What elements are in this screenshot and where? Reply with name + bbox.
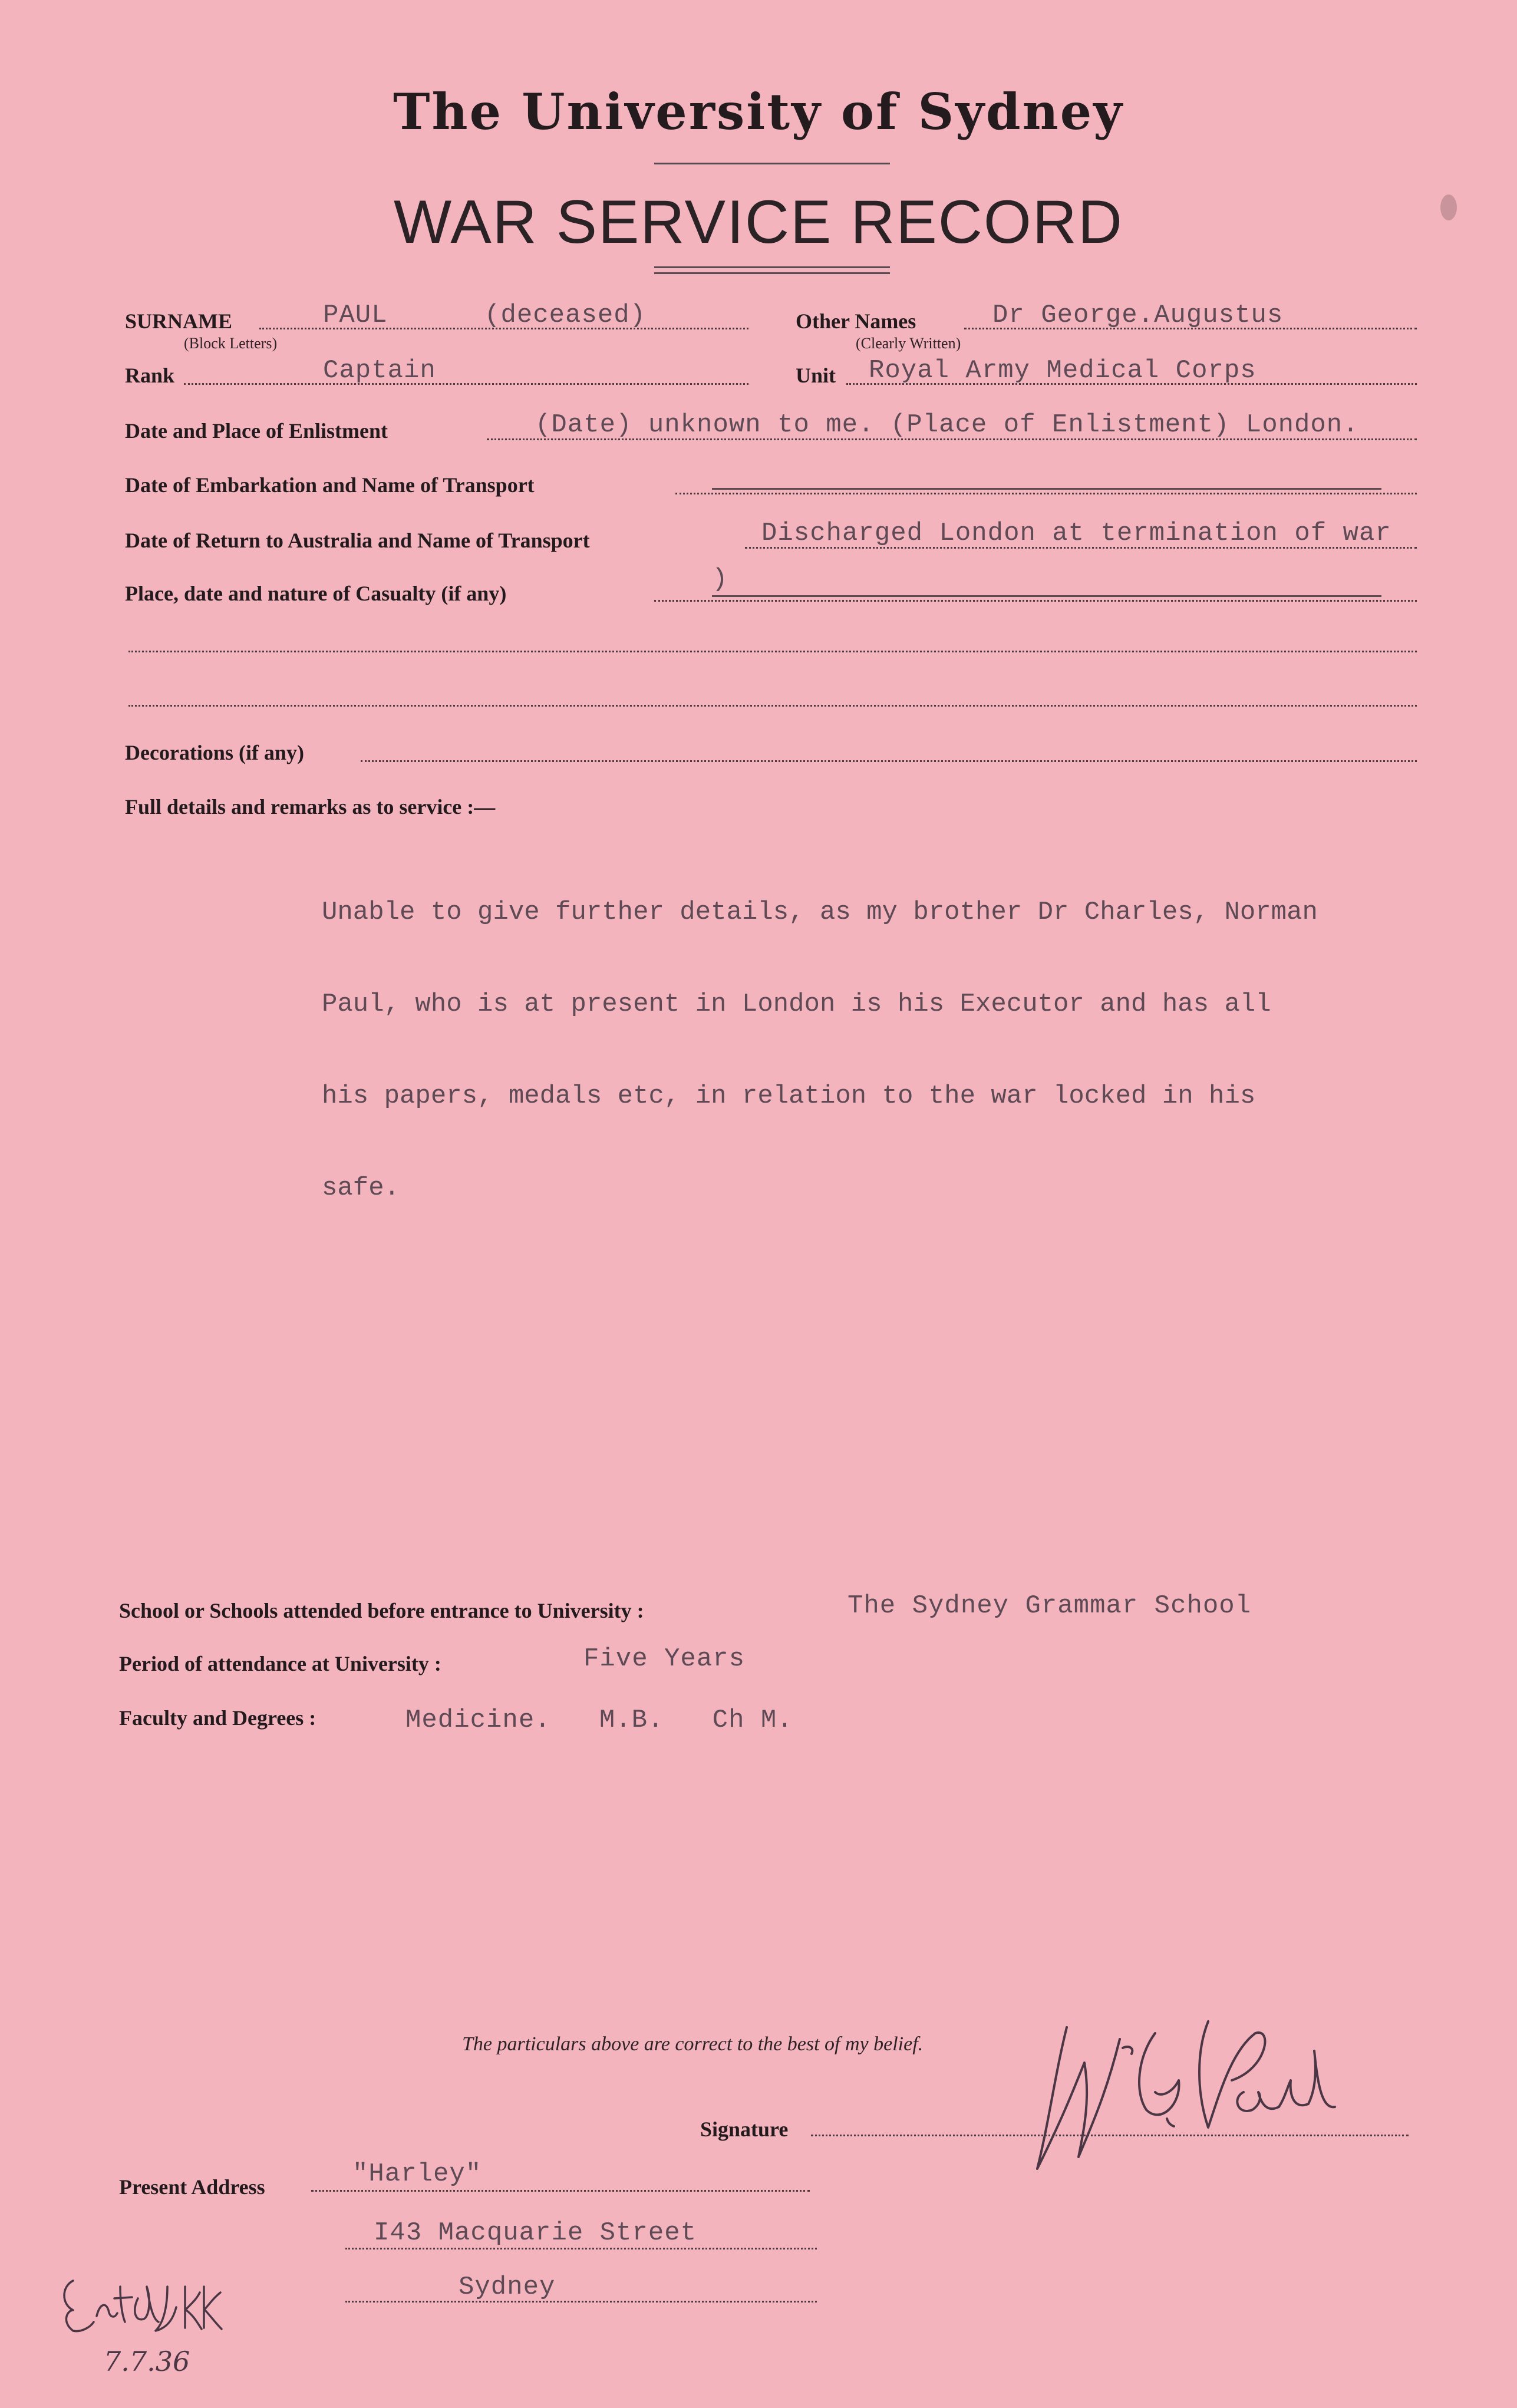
return-label: Date of Return to Australia and Name of Transport — [125, 529, 590, 552]
surname-label: SURNAME — [125, 309, 233, 333]
unit-label: Unit — [796, 364, 836, 387]
rank-line — [184, 383, 748, 385]
embarkation-line — [675, 493, 1417, 494]
decorations-line — [361, 760, 1417, 762]
unit-value: Royal Army Medical Corps — [869, 356, 1257, 385]
casualty-line-2 — [128, 651, 1417, 652]
remarks-line-2: Paul, who is at present in London is his Executor and has all — [322, 989, 1271, 1019]
period-value: Five Years — [583, 1644, 746, 1674]
surname-value: PAUL (deceased) — [323, 301, 647, 330]
address-line-1 — [311, 2190, 810, 2192]
address-line-3 — [345, 2301, 817, 2303]
faculty-value: Medicine. M.B. Ch M. — [405, 1706, 793, 1735]
remarks-text — [322, 836, 1318, 1234]
address-value-1: "Harley" — [352, 2159, 482, 2189]
enlistment-value: (Date) unknown to me. (Place of Enlistment) London. — [535, 410, 1359, 440]
other-names-label: Other Names — [796, 309, 916, 333]
paper-stain — [1440, 194, 1457, 220]
faculty-label: Faculty and Degrees : — [119, 1706, 316, 1730]
casualty-line — [654, 600, 1417, 602]
address-line-2 — [345, 2248, 817, 2249]
rank-value: Captain — [323, 356, 436, 385]
remarks-label: Full details and remarks as to service :— — [125, 795, 496, 819]
header-divider-top — [654, 163, 890, 164]
form-title: WAR SERVICE RECORD — [394, 188, 1123, 256]
enlistment-label: Date and Place of Enlistment — [125, 419, 388, 443]
address-value-3: Sydney — [459, 2272, 556, 2302]
decorations-label: Decorations (if any) — [125, 741, 304, 764]
signature-scrawl — [1020, 1992, 1338, 2192]
institution-heading: The University of Sydney — [393, 83, 1124, 141]
other-names-sublabel: (Clearly Written) — [856, 335, 961, 352]
remarks-line-3: his papers, medals etc, in relation to the war locked in his — [322, 1081, 1256, 1111]
embarkation-label: Date of Embarkation and Name of Transport — [125, 473, 535, 497]
period-label: Period of attendance at University : — [119, 1652, 441, 1675]
schools-label: School or Schools attended before entrance to University : — [119, 1599, 644, 1622]
remarks-line-4: safe. — [322, 1173, 400, 1203]
address-value-2: I43 Macquarie Street — [374, 2218, 697, 2248]
casualty-line-3 — [128, 705, 1417, 707]
header-divider-bottom-1 — [654, 266, 890, 268]
casualty-typed-dash — [712, 595, 1381, 597]
remarks-line-1: Unable to give further details, as my brother Dr Charles, Norman — [322, 898, 1318, 927]
annotation-date: 7.7.36 — [104, 2346, 190, 2377]
signature-label: Signature — [700, 2117, 789, 2141]
casualty-label: Place, date and nature of Casualty (if any) — [125, 582, 507, 605]
embarkation-typed-dash — [712, 488, 1381, 490]
declaration-text: The particulars above are correct to the best of my belief. — [462, 2033, 924, 2055]
header-divider-bottom-2 — [654, 272, 890, 274]
return-value: Discharged London at termination of war — [761, 519, 1391, 548]
address-label: Present Address — [119, 2175, 265, 2199]
rank-label: Rank — [125, 364, 175, 387]
other-names-value: Dr George.Augustus — [992, 301, 1284, 330]
surname-sublabel: (Block Letters) — [184, 335, 278, 352]
casualty-value: ) — [712, 565, 728, 594]
schools-value: The Sydney Grammar School — [847, 1591, 1252, 1621]
